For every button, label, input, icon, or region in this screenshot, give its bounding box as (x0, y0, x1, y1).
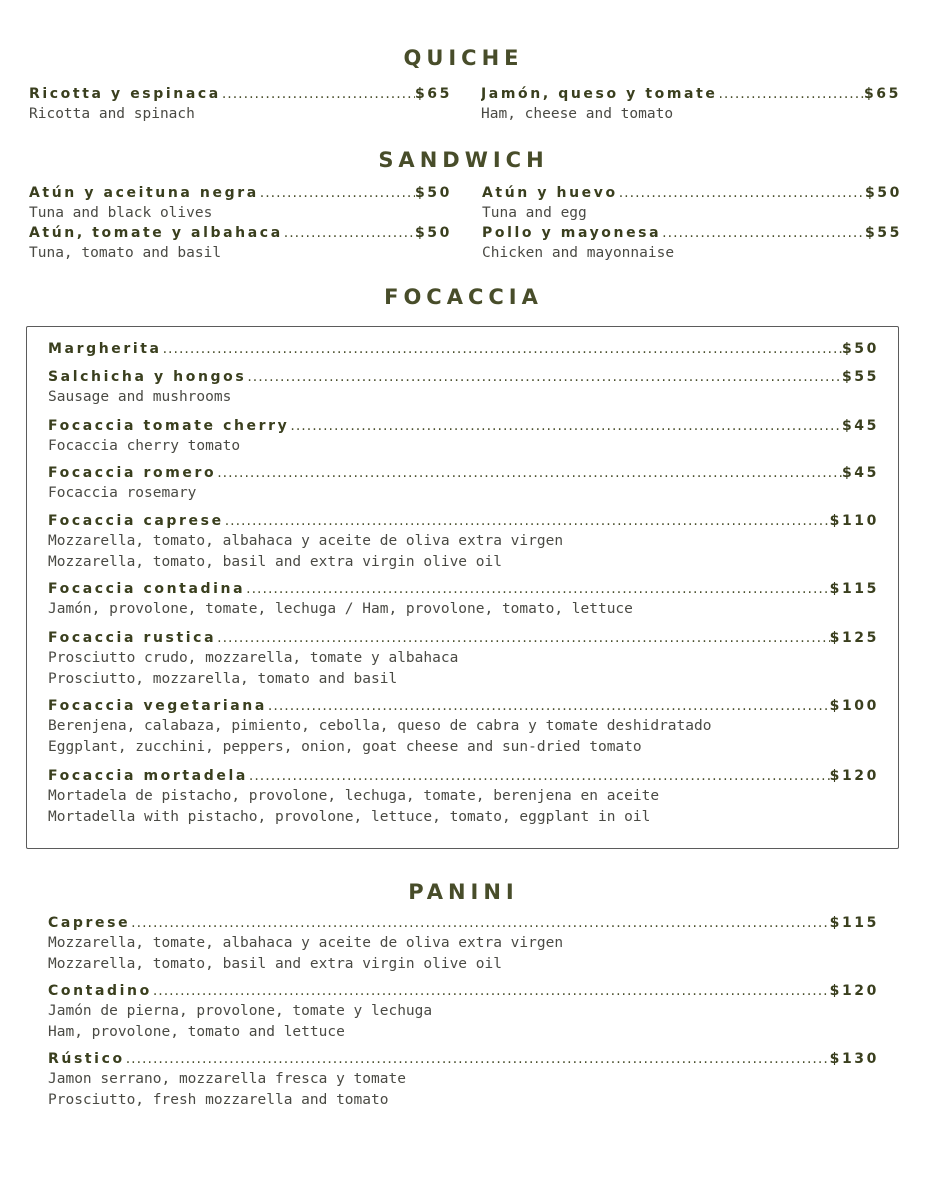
section-title-sandwich: SANDWICH (378, 148, 549, 172)
dot-leader (216, 628, 830, 648)
item-description: Tuna, tomato and basil (29, 245, 222, 261)
item-name: Jamón, queso y tomate (481, 86, 718, 102)
dot-leader (130, 913, 829, 933)
menu-item-focaccia-mortadela (48, 766, 879, 827)
item-price: $110 (829, 513, 879, 529)
item-price: $45 (841, 465, 879, 481)
dot-leader (152, 981, 830, 1001)
dot-leader (248, 766, 830, 786)
item-description: Tuna and black olives (29, 205, 213, 221)
item-description: Eggplant, zucchini, peppers, onion, goat cheese and sun-dried tomato (48, 738, 642, 755)
menu-item-contadino (48, 981, 879, 1042)
menu-item-atun-tomate-y-albahaca (29, 223, 452, 264)
item-price: $65 (863, 86, 901, 102)
dot-leader (289, 416, 842, 436)
item-price: $120 (829, 983, 879, 999)
item-price: $50 (414, 185, 452, 201)
menu-item-ricotta-y-espinaca (29, 84, 452, 125)
item-price: $50 (864, 185, 902, 201)
dot-leader (224, 511, 830, 531)
menu-item-focaccia-rustica (48, 628, 879, 689)
item-description: Ham, cheese and tomato (481, 106, 674, 122)
item-description: Berenjena, calabaza, pimiento, cebolla, queso de cabra y tomate deshidratado (48, 718, 712, 734)
menu-item-pollo-y-mayonesa (482, 223, 902, 264)
item-description: Mozzarella, tomato, albahaca y aceite de oliva extra virgen (48, 533, 564, 549)
menu-item-focaccia-contadina (48, 579, 879, 620)
item-price: $130 (829, 1051, 879, 1067)
item-description: Sausage and mushrooms (48, 389, 232, 405)
item-price: $115 (829, 581, 879, 597)
item-price: $115 (829, 915, 879, 931)
item-description: Chicken and mayonnaise (482, 245, 675, 261)
item-price: $50 (841, 341, 879, 357)
menu-item-rustico (48, 1049, 879, 1110)
dot-leader (267, 696, 830, 716)
dot-leader (717, 84, 864, 104)
item-name: Salchicha y hongos (48, 369, 247, 385)
dot-leader (125, 1049, 830, 1069)
menu-item-atun-y-huevo (482, 183, 902, 224)
menu-item-margherita (48, 339, 879, 359)
item-name: Rústico (48, 1051, 125, 1067)
item-price: $50 (414, 225, 452, 241)
item-price: $125 (829, 630, 879, 646)
item-description: Mortadela de pistacho, provolone, lechuga, tomate, berenjena en aceite (48, 788, 660, 804)
item-description: Jamón de pierna, provolone, tomate y lechuga (48, 1003, 433, 1019)
item-description: Ricotta and spinach (29, 106, 195, 122)
item-name: Focaccia contadina (48, 581, 246, 597)
item-name: Focaccia mortadela (48, 768, 248, 784)
dot-leader (246, 367, 842, 387)
dot-leader (661, 223, 865, 243)
item-price: $100 (829, 698, 879, 714)
menu-item-atun-y-aceituna-negra (29, 183, 452, 224)
item-price: $65 (414, 86, 452, 102)
item-name: Atún y huevo (482, 185, 618, 201)
item-price: $45 (841, 418, 879, 434)
dot-leader (283, 223, 415, 243)
item-name: Atún, tomate y albahaca (29, 225, 283, 241)
item-description: Prosciutto, fresh mozzarella and tomato (48, 1091, 389, 1108)
section-title-focaccia: FOCACCIA (384, 285, 543, 309)
menu-item-caprese (48, 913, 879, 974)
item-description: Focaccia rosemary (48, 485, 197, 501)
item-description: Prosciutto crudo, mozzarella, tomate y albahaca (48, 650, 459, 666)
item-description: Focaccia cherry tomato (48, 438, 241, 454)
item-name: Pollo y mayonesa (482, 225, 662, 241)
item-name: Caprese (48, 915, 131, 931)
item-name: Ricotta y espinaca (29, 86, 221, 102)
dot-leader (259, 183, 415, 203)
section-title-panini: PANINI (408, 880, 519, 904)
section-title-quiche: QUICHE (403, 46, 524, 70)
item-name: Focaccia romero (48, 465, 217, 481)
item-description: Ham, provolone, tomato and lettuce (48, 1023, 345, 1040)
menu-item-focaccia-caprese (48, 511, 879, 572)
item-name: Contadino (48, 983, 152, 999)
item-name: Focaccia tomate cherry (48, 418, 290, 434)
item-description: Prosciutto, mozzarella, tomato and basil (48, 670, 398, 687)
menu-item-focaccia-tomate-cherry (48, 416, 879, 457)
item-name: Atún y aceituna negra (29, 185, 259, 201)
dot-leader (162, 339, 842, 359)
dot-leader (245, 579, 829, 599)
item-name: Margherita (48, 341, 162, 357)
item-price: $55 (841, 369, 879, 385)
item-name: Focaccia rustica (48, 630, 217, 646)
item-price: $55 (864, 225, 902, 241)
item-name: Focaccia vegetariana (48, 698, 267, 714)
item-description: Jamón, provolone, tomate, lechuga / Ham, provolone, tomato, lettuce (48, 601, 633, 617)
item-description: Mozzarella, tomate, albahaca y aceite de oliva extra virgen (48, 935, 564, 951)
menu-item-focaccia-romero (48, 463, 879, 504)
menu-item-focaccia-vegetariana (48, 696, 879, 757)
item-price: $120 (829, 768, 879, 784)
item-description: Tuna and egg (482, 205, 587, 221)
item-name: Focaccia caprese (48, 513, 224, 529)
item-description: Mozzarella, tomato, basil and extra virgin olive oil (48, 955, 502, 972)
menu-item-jamon-queso-y-tomate (481, 84, 901, 125)
menu-item-salchicha-y-hongos (48, 367, 879, 408)
item-description: Jamon serrano, mozzarella fresca y tomate (48, 1071, 406, 1087)
dot-leader (216, 463, 842, 483)
dot-leader (221, 84, 415, 104)
item-description: Mozzarella, tomato, basil and extra virgin olive oil (48, 553, 502, 570)
item-description: Mortadella with pistacho, provolone, lettuce, tomato, eggplant in oil (48, 808, 651, 825)
dot-leader (618, 183, 865, 203)
